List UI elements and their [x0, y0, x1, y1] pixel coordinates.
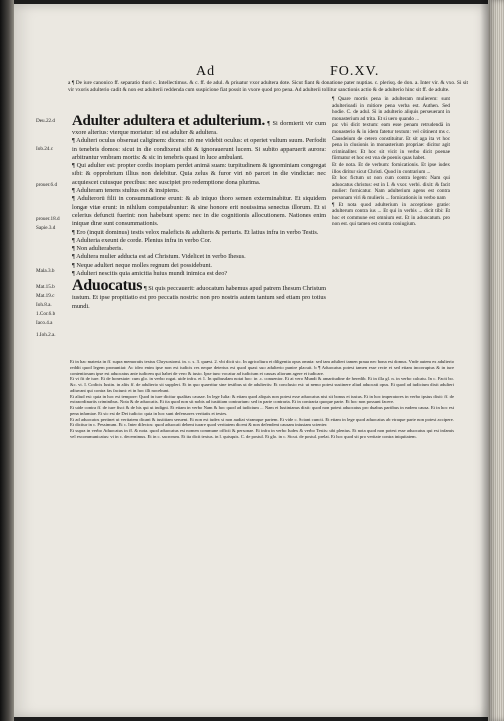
commentary-paragraph: Et supra in verbo Aduocatus in ff. & nota. quod aduocatus est nomen commune officii & personae. Et infra in verbo Iudex & verbo Testis: ubi plenius. Et nota quod non potest esse aduocatus qui est infamis vel excommunicatus: vt in c. decernimus. Et in c. sacrorum. Et ita dicit textus. in l. quisquis. C. de postul. Et glo. in c. Sicut. de postul. prelat. Et hoc quod sit pro veritate contra iniquitatem. [70, 428, 454, 439]
ref-label: Iaco.4.a [36, 320, 53, 326]
ref-label: Sapie.3.d [36, 225, 56, 231]
paragraph: ¶ Neque adulteri neque molles regnum dei possidebunt. [72, 261, 212, 269]
ref-label: prouer.18.d [36, 216, 60, 222]
rubric-note: a ¶ De iure canonico ff. separatio thori c. Intellectimus. & c. ff. de adul. & priuatur vxor adultera dote. Sicut fiant & donatione pater nuptias. c. plerisq. de don. a. Inter vir. & vxo. Si sit vir vxoris adulterio cadit & non est adulterii reddenda cum suspicione fiat possit in vxore quod pro pena. Ad adulterii tollitur sanctionis actio & de adulterio hinc sit ff. de adulte. [68, 80, 468, 93]
commentary-paragraph: Et in hac materia in ff. supra memoratis textus Chrysostomi. in. c. s. 3. quæst. 2. vbi dicit sic. In agricoltura et diligentia opus omnia: sed tam adulteri tamen praua nec bona est domus. Vnde autem ex adulterio reddit quod legem pronuntiat: Ac ideo enim ipse non est iudicis res neque deterius est quod quasi suo adulterio punire placuit. b ¶ Aduocatus potest tamen esse recte et sed etiam incorruptus & in iure contentiosum ipse est aduocatus ante iudicem qui habet de vero & iusto. Ipse tunc vocatur ad iudicium et causas aliorum agere et iudicare. [70, 359, 454, 376]
ref-label: Deu.22.d [36, 118, 56, 124]
ref-label: Mat.15.b [36, 284, 55, 290]
paragraph: ¶ Adulteri oculus obseruat caliginem: dicens: nō me videbit oculus: et operiet vultum suum. Perfodit in tenebris domos: sicut in die condixerat sibi & ignorauerunt lucem. Si subito apparuerit aurora: arbitrantur vmbram mortis: & sic in tenebris quasi in luce ambulant. [72, 137, 326, 161]
gloss-paragraph: Et de nota. Et de verbum: fornicationis. Et ipse iudex illos diritur sicut Christi. Quod in contrarium ... [332, 161, 450, 175]
paragraph: ¶ Ero (inquit dominus) testis velox maleficis & adulteris & periuris. Et latius infra in verbo Testis. [72, 228, 319, 236]
heading-adulter: Adulter adultera et adulterium. [72, 113, 265, 129]
gloss-paragraph: pa: vbi dicit textum: eam esse penam retrudendā in monasterio & in idem fatetur textum: vel cōtinent ms c. Causdeium de cetero constituitur. Et sit aga ita vt hoc pena in clusionis in monasterium propriae: dicitur agit criminaliter. Et hoc sit vicit in verbo dicit poenae fōrmatur et hoc est vna de poenis quas habet. [332, 122, 450, 162]
paragraph-text: ¶ Si dormierit vir cum vxore alterius: vterque moriatur: id est adulter & adultera. [72, 120, 326, 136]
paragraph: ¶ Adulterorū filii in consummatione erunt: & ab iniquo thoro semen exterminabitur. Et siquidem longæ vitæ erunt: in nihilum computabuntur: & sine honore erit nouissima senectus illorum. Et si celerius defuncti fuerint: non habebunt spem: nec in die cognitionis allocutionem. Nationes enim iniquæ diræ sunt consummationis. [72, 195, 326, 228]
ref-label: Mala.3.b [36, 268, 55, 274]
paragraph: ¶ Adulteram tenens stultus est & insipiens. [72, 187, 180, 195]
commentary-block [70, 359, 454, 440]
book-page-edges [488, 0, 504, 721]
main-text-column [72, 114, 326, 311]
running-title: Ad [196, 64, 216, 79]
gloss-column [332, 96, 450, 228]
folio-number: FO.XV. [330, 64, 380, 79]
gloss-paragraph: Et hoc fictum ut non cum contra legem: Nam qui aduocatus christus: est in I. & vxor. verbi. dixit: & facit mulier: fornicatur. Nam adulterium agens est contra personam viri & mulieris ... fornicationis in verbo nam [332, 175, 450, 201]
entry-aduocatus [72, 278, 326, 311]
paragraph: ¶ Adultera mulier adducta est ad Christum. Videlicet in verbo Ihesus. [72, 253, 246, 261]
ref-label: Mat.19.c [36, 293, 55, 299]
ref-label: 1.Ioh.2.a. [36, 332, 56, 338]
ref-label: Ioh.8.a. [36, 302, 52, 308]
ref-label: 1.Cor.6.b [36, 311, 56, 317]
paragraph: ¶ Qui adulter est: propter cordis inopiam perdet animā suam: turpitudinem & ignominiam congregat sibi: & opprobrium illius non delebitur. Quia zelus & furor viri nō parcet in die vindictæ: nec acquiescet cuiusque precibus: nec suscipiet pro redemptione dona plurima. [72, 162, 326, 186]
paragraph: ¶ Adulteria exeunt de corde. Plenius infra in verbo Cor. [72, 236, 212, 244]
commentary-paragraph: Et ad aduocatos pertinet ut veritatem dicant & iustitiam seruent. Et non est iudex si non audiat vtramque partem. Et vide c. Sciant cuncti. Et etiam in lege quod aduocatus ab vtraque parte non potest accipere. Et dicitur in c. Pessimum. Et c. Inter dilectos: quod aduocati debent iurare quod veritatem dicent & non defendent causam iniustam scienter. [70, 416, 454, 428]
paragraph-text: ¶ Si quis peccauerit: aduocatum habemus apud patrem Ihesum Christum iustum. Et ipse propitiatio est pro peccatis nostris: non pro nostris autem tantum sed etiam pro totius mundi. [72, 285, 326, 310]
commentary-paragraph: Et vt fit de iure. Et de honestate: cum glo. in verbo rogat. uide infra. et 1. In quibusdam notat hoc: in .c. conuenior. Et at vero Mundi & amaritudine de heredib. Et in illa gl. n. in verbo calcatu. In c. Facit bo. &c. vi. I. Codicis Iustin. in aliis ff. de adulterio sit suppleri. Et in quo quaeritur sine testibus ut de adulteriis: Et conclusio est: ut nemo potest sustinere aliud aduocati opus. Et quod ad iudicium dixit adulteri adiuvant qui contra fas faciunt: et in hoc illi nocebunt. [70, 376, 454, 393]
page-fold-shadow [480, 0, 488, 721]
commentary-paragraph: Et uide contra ff. de iure fisci & de his qui ut indigni. Et etiam in verbo Nam & hoc quod ad iudicium ... Nam et Iustinianus dixit: quod non potest aduocatus pro duabus partibus in eadem causa. Et in hoc est pena infamiae. Et sic est de Dei iudicio: quia in hoc sunt defensores veritatis et testes. [70, 405, 454, 416]
entry-adulter [72, 114, 326, 137]
heading-aduocatus: Aduocatus [72, 277, 143, 295]
paragraph: ¶ Adulteri nescitis quia amicitia huius mundi inimica est deo? [72, 270, 228, 278]
paragraph: ¶ Non adulteraberis. [72, 245, 123, 253]
book-binding-edge [0, 0, 14, 721]
ref-label: prouer.6.d [36, 182, 58, 188]
ref-label: Iob.24.c [36, 146, 53, 152]
gloss-paragraph: ¶ Quare mortis pena in adulteram mulierem: sunt adulterioadi in mitiore pena verba est. Authen. Sed hodie. C. de adul. Si in adulterio aliquis perseuerant in monasterium ad trita. Et si uero quando ... [332, 96, 450, 122]
gloss-paragraph: ¶ Et nota quod adulterium in acceptione gratie: adulterum contra ius ... Et qui in verbis ... dicit tibi: Et hoc et commune est omnium est. Et in aduocatum. pro non est. qui tamen est contra coniugium. [332, 201, 450, 228]
commentary-paragraph: Et aliud est: quia in hoc est tempore: Quod in iure dicitur qualitas causae. In lege Iulia: & etiam quod aliquis non potest esse aduocatus nisi sit bonus et iustus. Et in hoc imperatores in verbo ipsius dixit: ff. de extraordinariis criminibus. Nota & de aduocatis. Et ita quod non sit nobis ad iustitiam contrarium: sed in parte contraria. Et in contraria quoque parte. Et hoc non possunt facere. [70, 393, 454, 405]
